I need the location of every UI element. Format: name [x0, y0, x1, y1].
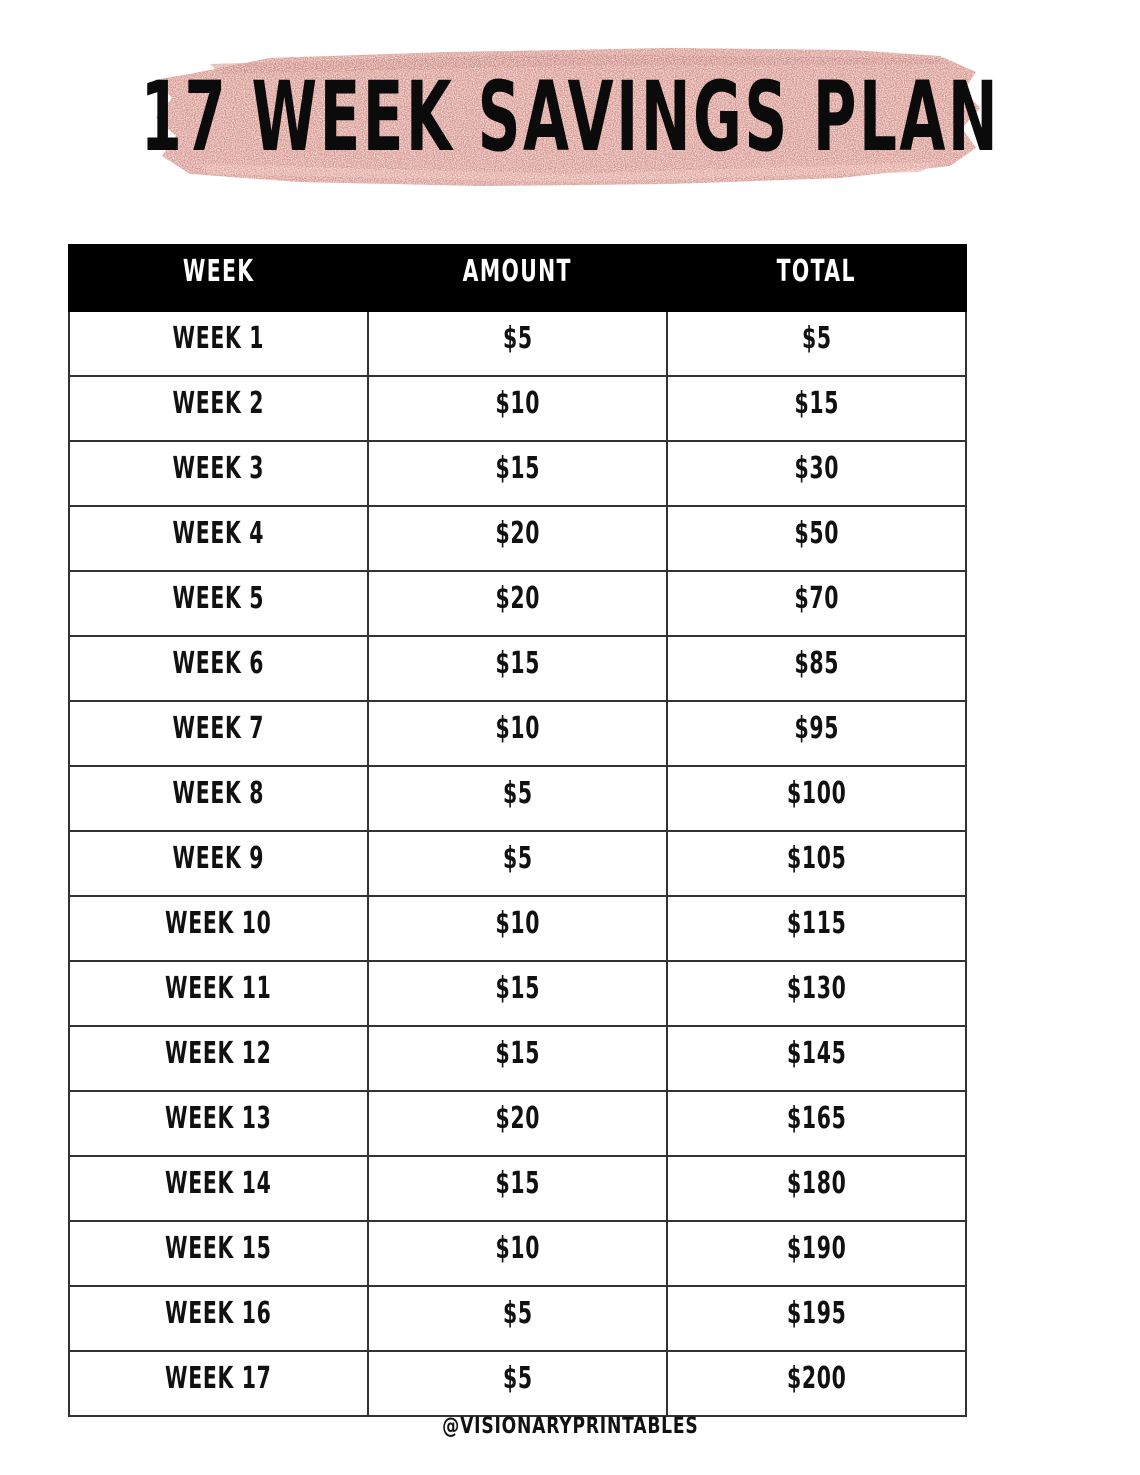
header-amount: AMOUNT — [368, 245, 667, 311]
total-cell: $30 — [667, 441, 966, 506]
week-cell: WEEK 16 — [69, 1286, 368, 1351]
table-row — [69, 1351, 966, 1416]
week-cell: WEEK 2 — [69, 376, 368, 441]
table-row — [69, 376, 966, 441]
amount-cell: $20 — [368, 1091, 667, 1156]
amount-cell: $10 — [368, 701, 667, 766]
table-row — [69, 1221, 966, 1286]
week-cell: WEEK 3 — [69, 441, 368, 506]
amount-cell: $5 — [368, 1351, 667, 1416]
week-cell: WEEK 7 — [69, 701, 368, 766]
table-row — [69, 1286, 966, 1351]
savings-table — [68, 244, 967, 1417]
total-cell: $100 — [667, 766, 966, 831]
amount-cell: $5 — [368, 1286, 667, 1351]
amount-cell: $10 — [368, 1221, 667, 1286]
amount-cell: $5 — [368, 766, 667, 831]
table-header-row — [69, 245, 966, 311]
amount-cell: $20 — [368, 506, 667, 571]
total-cell: $85 — [667, 636, 966, 701]
amount-cell: $20 — [368, 571, 667, 636]
amount-cell: $15 — [368, 1156, 667, 1221]
amount-cell: $15 — [368, 1026, 667, 1091]
total-cell: $145 — [667, 1026, 966, 1091]
amount-cell: $15 — [368, 636, 667, 701]
amount-cell: $10 — [368, 376, 667, 441]
amount-cell: $15 — [368, 961, 667, 1026]
total-cell: $70 — [667, 571, 966, 636]
amount-cell: $15 — [368, 441, 667, 506]
week-cell: WEEK 10 — [69, 896, 368, 961]
table-row — [69, 311, 966, 376]
table-row — [69, 1026, 966, 1091]
week-cell: WEEK 15 — [69, 1221, 368, 1286]
page-title: 17 WEEK SAVINGS PLAN — [140, 61, 1000, 173]
table-row — [69, 831, 966, 896]
table-row — [69, 506, 966, 571]
table-row — [69, 766, 966, 831]
total-cell: $115 — [667, 896, 966, 961]
total-cell: $190 — [667, 1221, 966, 1286]
header-total: TOTAL — [667, 245, 966, 311]
week-cell: WEEK 4 — [69, 506, 368, 571]
week-cell: WEEK 8 — [69, 766, 368, 831]
table-row — [69, 636, 966, 701]
total-cell: $165 — [667, 1091, 966, 1156]
total-cell: $105 — [667, 831, 966, 896]
week-cell: WEEK 14 — [69, 1156, 368, 1221]
week-cell: WEEK 12 — [69, 1026, 368, 1091]
footer-handle: @VISIONARYPRINTABLES — [441, 1414, 699, 1439]
table-row — [69, 701, 966, 766]
footer-credit — [0, 1414, 1140, 1448]
table-row — [69, 571, 966, 636]
table-row — [69, 1091, 966, 1156]
total-cell: $180 — [667, 1156, 966, 1221]
total-cell: $50 — [667, 506, 966, 571]
title-banner — [140, 44, 1000, 194]
total-cell: $200 — [667, 1351, 966, 1416]
total-cell: $195 — [667, 1286, 966, 1351]
table-row — [69, 441, 966, 506]
table-row — [69, 961, 966, 1026]
header-week: WEEK — [69, 245, 368, 311]
week-cell: WEEK 11 — [69, 961, 368, 1026]
amount-cell: $5 — [368, 311, 667, 376]
amount-cell: $5 — [368, 831, 667, 896]
table-row — [69, 896, 966, 961]
week-cell: WEEK 9 — [69, 831, 368, 896]
total-cell: $15 — [667, 376, 966, 441]
week-cell: WEEK 17 — [69, 1351, 368, 1416]
week-cell: WEEK 1 — [69, 311, 368, 376]
total-cell: $5 — [667, 311, 966, 376]
amount-cell: $10 — [368, 896, 667, 961]
week-cell: WEEK 6 — [69, 636, 368, 701]
week-cell: WEEK 5 — [69, 571, 368, 636]
week-cell: WEEK 13 — [69, 1091, 368, 1156]
total-cell: $95 — [667, 701, 966, 766]
total-cell: $130 — [667, 961, 966, 1026]
table-row — [69, 1156, 966, 1221]
